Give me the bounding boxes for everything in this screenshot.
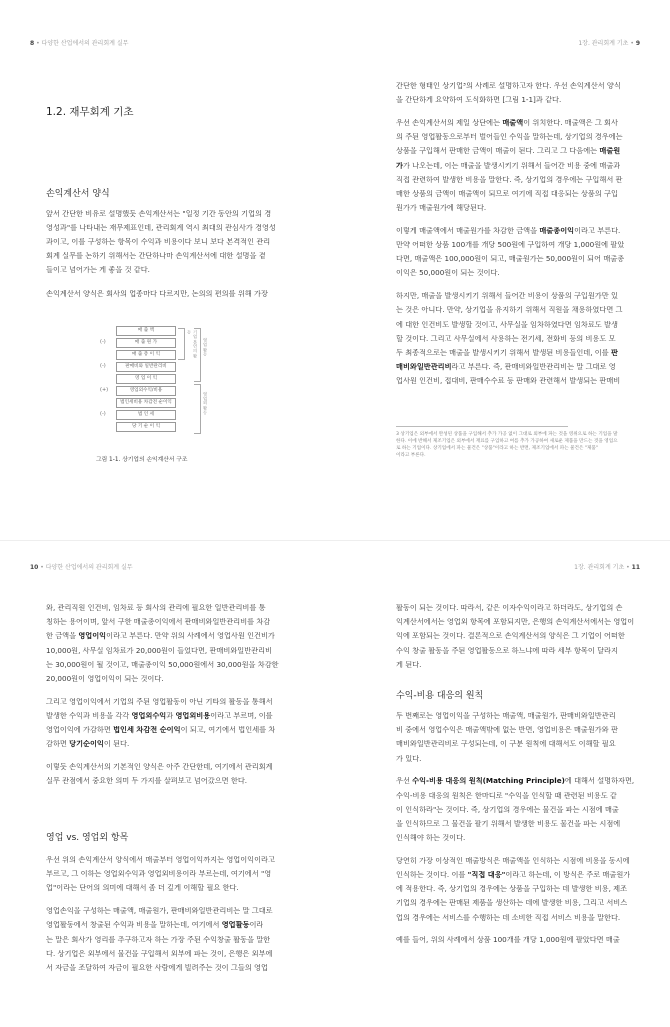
diagram-side-label: 기업 본연의 활동: [187, 330, 198, 358]
text-line: 하지만, 매출을 발생시키기 위해서 들어간 비용이 상품의 구입원가만 있: [396, 292, 618, 300]
text-line: 익계산서에서는 영업외 항목에 포함되지만, 은행의 손익계산서에서는 영업이: [396, 618, 635, 626]
page-header-left: [30, 38, 128, 47]
diagram-brace: [194, 328, 201, 382]
subsection-title: 손익계산서 양식: [46, 189, 110, 199]
text-line: 이익은 50,000원이 되는 것이다.: [396, 269, 500, 278]
text-line: 영업손익을 구성하는 매출액, 매출원가, 판매비와일반관리비는 말 그대로: [46, 907, 273, 915]
page-number: 8: [30, 40, 35, 47]
text-line: 가가 나오는데, 이는 매출을 발생시키기 위해서 들어간 비용 중에 매출과: [396, 161, 621, 170]
text-line: 는 말은 회사가 영리를 추구하고자 하는 가장 주된 수익창출 활동을 말한: [46, 935, 271, 944]
footnote-line: 한다. 이에 반해서 제조기업은 외부에서 재료를 구입하고 여를 추가 가공하여 새로운 제품을 만드는 것을 영업으: [396, 439, 618, 444]
text-line: 원가가 매출원가에 해당된다.: [396, 204, 487, 212]
text-line: 이 인식하라"는 것이다. 즉, 상기업의 경우에는 물건을 파는 시점에 매출: [396, 805, 619, 814]
text-line: 들이고 넘어가는 게 좋을 것 같다.: [46, 266, 150, 274]
text-line: 당연히 가장 이상적인 매출방식은 매출액을 인식하는 시점에 비용을 동시에: [396, 856, 630, 865]
text-line: 매비와일반관리비로 구성되는데, 이 구분 원칙에 대해서도 이해할 필요: [396, 740, 616, 748]
running-title: 1장. 관리회계 기초 •: [574, 564, 630, 571]
text-line: 실무 관점에서 중요한 의미 두 가지를 살펴보고 넘어갔으면 한다.: [46, 777, 248, 785]
text-line: 직접 관련하여 발생한 비용을 말한다. 즉, 상기업의 경우에는 구입해서 판: [396, 175, 623, 184]
text-line: 에 적용한다. 즉, 상기업의 경우에는 상품을 구입하는 데 발생한 비용, 제조: [396, 885, 628, 893]
text-line: 에 대한 인건비도 발생할 것이고, 사무실을 임차하였다면 임차료도 발생: [396, 320, 618, 329]
text-line: 기업의 경우에는 판매된 제품을 생산하는 데에 발생한 비용, 그리고 서비스: [396, 899, 628, 908]
text-line: 부르고, 그 이하는 영업외수익과 영업외비용이라 부르는데, 여기에서 "영: [46, 870, 272, 878]
text-line: 수익 창출 활동을 주된 영업활동으로 하느냐에 따라 세부 항목이 달라지: [396, 646, 618, 655]
text-line: 이렇듯 손익계산서의 기본적인 양식은 아주 간단한데, 여기에서 관리회계: [46, 763, 273, 771]
text-line: 을 인식하므로 그 물건을 팔기 위해서 발생한 비용도 물건을 파는 시점에: [396, 819, 621, 828]
bold-term: 영업외수익: [131, 711, 167, 720]
page-header-right: [574, 562, 640, 571]
text-line: 다면, 매출액은 100,000원이 되고, 매출원가는 50,000원이 되어 매출총: [396, 255, 625, 263]
text-line: 우선 위의 손익계산서 양식에서 매출부터 영업이익까지는 영업이익이라고: [46, 856, 275, 864]
text-line: 상품을 구입해서 판매한 금액이 매출이 된다. 그리고 그 다음에는 매출원: [396, 147, 621, 155]
diagram-box: 영업외수익/비용: [116, 386, 176, 396]
diagram-side-label: 영업 활동: [203, 338, 208, 357]
page-header-left: [30, 562, 133, 571]
text-line: 업사원 인건비, 접대비, 판매수수료 등 판매와 관련해서 발생되는 판매비: [396, 377, 621, 385]
subsection-title: 수익-비용 대응의 원칙: [396, 691, 484, 701]
text-line: 만약 어떠한 상품 100개를 개당 500원에 구입하여 개당 1,000원에 팔았: [396, 241, 625, 249]
figure-caption: 그림 1-1. 상기업의 손익계산서 구조: [96, 457, 188, 463]
bold-term: 영업이익: [78, 632, 107, 640]
text-line: 두 최종적으로는 매출을 발생시키기 위해서 발생된 비용들인데, 이를 판: [396, 348, 618, 357]
page-number: 9: [635, 40, 640, 47]
text-line: 과이고, 이를 구성하는 항목이 수익과 비용이다 보니 보다 본격적인 관리: [46, 238, 271, 246]
diagram-brace: [194, 384, 201, 434]
text-line: 익에 포함되는 것이다. 결론적으로 손익계산서의 양식은 그 기업이 어떠한: [396, 632, 625, 640]
text-line: 인식해야 하는 것이다.: [396, 834, 466, 842]
bold-term: 가: [396, 161, 403, 170]
bold-term: 영업외비용: [175, 711, 211, 720]
diagram-sign: (-): [100, 363, 106, 369]
text-line: 는 것은 아니다. 만약, 상기업을 유지하기 위해서 직원을 채용하였다면 그: [396, 306, 623, 314]
text-line: 20,000원이 영업이익이 되는 것이다.: [46, 675, 164, 683]
bold-term: 매출총이익: [539, 226, 575, 235]
diagram-box: 법 인 세: [116, 410, 176, 420]
page-number: 11: [631, 564, 640, 571]
text-line: 이렇게 매출액에서 매출원가를 차감한 금액을 매출총이익이라고 부른다.: [396, 226, 621, 235]
bold-term: 매비와일반관리비: [396, 363, 452, 371]
text-line: 손익계산서 양식은 회사의 업종마다 다르지만, 논의의 편의를 위해 가장: [46, 290, 268, 298]
running-title: • 다양한 산업에서의 관리회계 실무: [36, 40, 129, 47]
text-line: 는 30,000원이 될 것이고, 매출총이익 50,000원에서 30,000원을 차감한: [46, 660, 279, 669]
text-line: 10,000원, 사무실 임차료가 20,000원이 들었다면, 판매비와일반관리비: [46, 646, 272, 655]
subsection-title: 영업 vs. 영업외 항목: [46, 833, 129, 843]
text-line: 비 중에서 영업수익은 매출액밖에 없는 반면, 영업비용은 매출원가와 판: [396, 726, 618, 734]
diagram-sign: (+): [100, 387, 109, 393]
bold-term: 수익-비용 대응의 원칙(Matching Principle): [412, 777, 565, 785]
text-line: 두 번째로는 영업이익을 구성하는 매출액, 매출원가, 판매비와일반관리: [396, 712, 616, 720]
text-line: 가 있다.: [396, 754, 422, 763]
diagram-box: 매 출 총 이 익: [116, 350, 176, 360]
text-line: 와, 관리직원 인건비, 임차료 등 회사의 관리에 필요한 일반관리비를 통: [46, 604, 266, 612]
bold-term: 매출원: [599, 147, 621, 155]
page-header-right: [578, 38, 640, 47]
footnote-line: 로 하는 기업이다. 상기업에서 파는 물건은 "상품"이라고 하는 반면, 제조기업에서 파는 물건은 "제품": [396, 446, 598, 451]
text-line: 영성과"를 나타내는 재무제표인데, 관리회계 역시 최대의 관심사가 경영성: [46, 224, 276, 232]
text-line: 영업활동에서 창출된 수익과 비용을 말하는데, 여기에서 영업활동이라: [46, 921, 264, 929]
text-line: 다. 상기업은 외부에서 물건을 구입해서 외부에 파는 것이, 은행은 외부에: [46, 949, 273, 958]
diagram-box: 매 출 액: [116, 326, 176, 336]
text-line: 업"이라는 단어의 의미에 대해서 좀 더 깊게 이해할 필요 한다.: [46, 884, 239, 892]
text-line: 예를 들어, 위의 사례에서 상품 100개를 개당 1,000원에 팔았다면 매출: [396, 936, 620, 944]
bold-term: "직접 대응": [467, 871, 506, 879]
bold-term: 판: [610, 348, 618, 357]
diagram-box: 매 출 원 가: [116, 338, 176, 348]
text-line: 할 것이다. 그리고 사무실에서 사용하는 전기세, 전화비 등의 비용도 모: [396, 334, 616, 343]
bold-term: 당기순이익: [69, 740, 104, 748]
text-line: 인식하는 것이다. 이를 "직접 대응"이라고 하는데, 이 방식은 주로 매출원가: [396, 871, 631, 879]
text-line: 매비와일반관리비라고 부른다. 즉, 판매비와일반관리비는 말 그대로 영: [396, 363, 616, 371]
text-line: 앞서 간단한 비유로 설명했듯 손익계산서는 "일정 기간 동안의 기업의 경: [46, 210, 272, 218]
diagram-box: 판매비와 일반관리비: [116, 362, 176, 372]
text-line: 간단한 형태인 상기업³의 사례로 설명하고자 한다. 우선 손익계산서 양식: [396, 82, 621, 90]
text-line: 칭하는 용어이며, 앞서 구한 매출총이익에서 판매비와일반관리비를 차감: [46, 618, 271, 626]
running-title: • 다양한 산업에서의 관리회계 실무: [40, 564, 133, 571]
footnote-line: 3 상기업은 외부에서 완성된 상품을 구입해서 추가 가공 없이 그대로 외부에 파는 것을 영위으로 하는 기업을 말: [396, 432, 618, 437]
text-line: 게 된다.: [396, 660, 422, 669]
diagram-sign: (-): [100, 339, 106, 345]
text-line: 활동이 되는 것이다. 따라서, 같은 이자수익이라고 하더라도, 상기업의 손: [396, 604, 623, 612]
diagram-box: 당 기 순 이 익: [116, 422, 176, 432]
page-number: 10: [30, 564, 39, 571]
text-line: 한 금액을 영업이익이라고 부른다. 만약 위의 사례에서 영업사원 인건비가: [46, 632, 275, 640]
text-line: 감하면 당기순이익이 된다.: [46, 740, 130, 748]
diagram-sign: (-): [100, 411, 106, 417]
spread-divider: [0, 540, 670, 541]
text-line: 을 간단하게 요약하여 도식화하면 [그림 1-1]과 같다.: [396, 96, 562, 104]
diagram-box: 법인세비용 차감전 순이익: [116, 398, 176, 408]
section-title: 1.2. 재무회계 기초: [46, 106, 134, 118]
text-line: 서 자금을 조달하여 자금이 필요한 사람에게 빌려주는 것이 그들의 영업: [46, 963, 268, 972]
text-line: 우선 수익-비용 대응의 원칙(Matching Principle)에 대해서 설명하자면,: [396, 777, 635, 785]
text-line: 수익-비용 대응의 원칙은 한마디로 "수익을 인식할 때 관련된 비용도 같: [396, 791, 617, 800]
text-line: 그리고 영업이익에서 기업의 주된 영업활동이 아닌 기타의 활동을 통해서: [46, 697, 273, 706]
running-title: 1장. 관리회계 기초 •: [578, 40, 634, 47]
income-statement-diagram: [98, 326, 248, 454]
text-line: 우선 손익계산서의 제일 상단에는 매출액이 위치한다. 매출액은 그 회사: [396, 118, 618, 127]
text-line: 의 주된 영업활동으로부터 벌어들인 수익을 말하는데, 상기업의 경우에는: [396, 133, 623, 141]
text-line: 회계 실무를 논하기 위해서는 간단하나마 손익계산서에 대한 설명을 곁: [46, 252, 266, 260]
diagram-brace: [178, 328, 185, 360]
footnote-line: 이라고 부른다.: [396, 453, 426, 458]
diagram-box: 영 업 이 익: [116, 374, 176, 384]
footnote-rule: [396, 426, 568, 427]
text-line: 영업이익에 가감하면 법인세 차감전 순이익이 되고, 여기에서 법인세를 차: [46, 726, 276, 734]
text-line: 업의 경우에는 서비스를 수행하는 데 소비한 직접 서비스 비용을 말한다.: [396, 913, 621, 922]
text-line: 매한 상품의 금액이 매출액이 되므로 여기에 직접 대응되는 상품의 구입: [396, 189, 618, 198]
bold-term: 매출액: [502, 118, 524, 127]
diagram-side-label: 영업외 활동: [203, 392, 208, 415]
text-line: 발생한 수익과 비용을 각각 영업외수익과 영업외비용이라고 부르며, 이를: [46, 711, 273, 720]
bold-term: 법인세 차감전 순이익: [113, 726, 181, 734]
bold-term: 영업활동: [221, 921, 250, 929]
